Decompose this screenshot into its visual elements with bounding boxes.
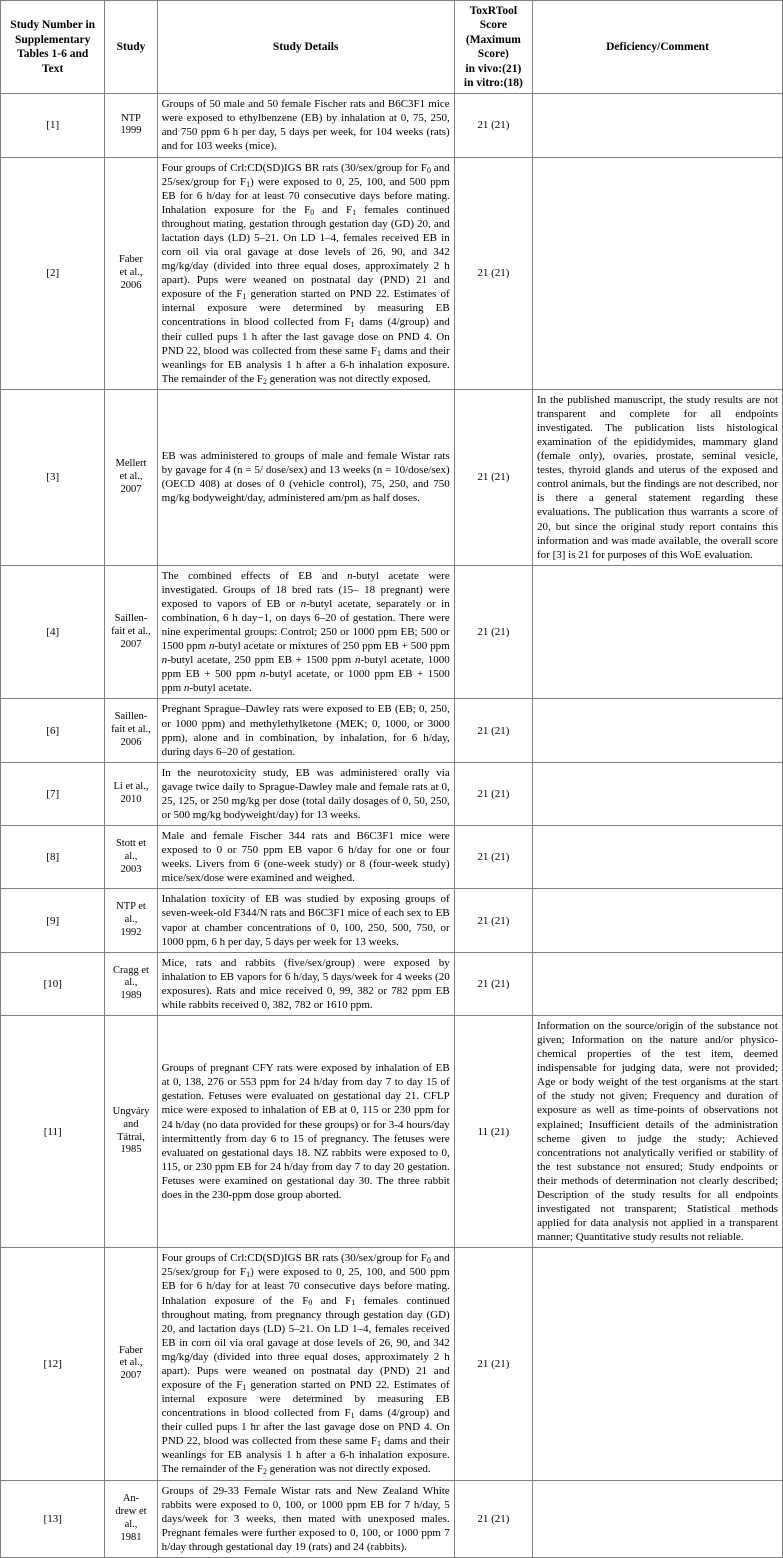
study-citation-line: 1992: [120, 926, 142, 938]
table-row: [1, 389, 783, 565]
cell-study-details: Male and female Fischer 344 rats and B6C3F1 mice were exposed to 0 or 750 ppm EB vapor 6 h/day for one or four weeks. Livers from 6 (one-week study) or 8 (four-week study) mice/sex/dose were examined and weighed.: [157, 826, 454, 889]
cell-toxrtool-score: 21 (21): [454, 889, 532, 952]
cell-toxrtool-score: 21 (21): [454, 762, 532, 825]
cell-deficiency-comment: [533, 762, 783, 825]
cell-study-number: [2]: [1, 157, 105, 389]
column-header-toxrtool-score: [454, 1, 532, 94]
study-citation-line: et al.,: [119, 1357, 143, 1369]
study-citation-line: NTP: [121, 112, 141, 124]
table-row: [1, 952, 783, 1015]
cell-study-number: [8]: [1, 826, 105, 889]
column-header-study-details: Study Details: [157, 1, 454, 94]
table-row: [1, 565, 783, 699]
header-line: in vitro:(18): [463, 76, 523, 89]
study-citation-line: Stott et: [115, 838, 146, 850]
header-line: in vivo:(21): [465, 62, 522, 75]
table-row: [1, 699, 783, 762]
cell-study-citation: [105, 1480, 157, 1557]
study-citation-line: drew et: [115, 1505, 147, 1517]
cell-study-citation: [105, 94, 157, 157]
column-header-study-number: [1, 1, 105, 94]
cell-deficiency-comment: [533, 699, 783, 762]
table-row: [1, 826, 783, 889]
cell-study-details: Groups of 50 male and 50 female Fischer rats and B6C3F1 mice were exposed to ethylbenzene (EB) by inhalation at 0, 75, 250, and 750 ppm 6 h per day, 5 days per week, for 104 weeks (rats) and for 103 weeks (mice).: [157, 94, 454, 157]
table-row: [1, 94, 783, 157]
study-citation-line: al.,: [124, 850, 138, 862]
cell-study-details: In the neurotoxicity study, EB was administered orally via gavage twice daily to Sprague-Dawley male and female rats at 0, 25, 125, or 250 mg/kg per dose (total daily dosages of 0, 50, 250, or 500 mg/kg bodyweight/day) for 13 weeks.: [157, 762, 454, 825]
cell-study-citation: [105, 1016, 157, 1248]
header-line: Supplementary: [14, 33, 91, 46]
cell-study-details: Inhalation toxicity of EB was studied by exposing groups of seven-week-old F344/N rats and B6C3F1 mice of each sex to EB vapor at chamber concentrations of 0, 100, 250, 500, 750, or 1000 ppm, 6 h per day, 5 days per week for 13 weeks.: [157, 889, 454, 952]
header-line: Study Number in: [10, 19, 96, 32]
cell-study-details: EB was administered to groups of male and female Wistar rats by gavage for 4 (n = 5/ dose/sex) and 13 weeks (n = 10/dose/sex) (OECD 408) at doses of 0 (vehicle control), 75, 250, and 750 mg/kg bodyweight/day, administered am/pm as half doses.: [157, 389, 454, 565]
study-citation-line: 1989: [120, 990, 142, 1002]
cell-study-citation: [105, 565, 157, 699]
table-row: [1, 1016, 783, 1248]
cell-toxrtool-score: 21 (21): [454, 699, 532, 762]
cell-toxrtool-score: 21 (21): [454, 1248, 532, 1480]
cell-toxrtool-score: 21 (21): [454, 389, 532, 565]
cell-study-citation: [105, 389, 157, 565]
cell-deficiency-comment: [533, 1248, 783, 1480]
study-citation-line: Saillen-: [114, 612, 148, 624]
study-citation-line: 2006: [120, 279, 142, 291]
table-body: [1, 94, 783, 1558]
study-citation-line: 2007: [120, 1370, 142, 1382]
study-citation-line: al.,: [124, 977, 138, 989]
header-line: ToxRTool: [469, 5, 518, 17]
cell-study-number: [9]: [1, 889, 105, 952]
cell-study-number: [10]: [1, 952, 105, 1015]
study-citation-line: Faber: [119, 253, 143, 265]
study-citation-line: 2007: [120, 483, 142, 495]
cell-toxrtool-score: 21 (21): [454, 826, 532, 889]
cell-study-citation: [105, 826, 157, 889]
column-header-study: Study: [105, 1, 157, 94]
cell-study-citation: [105, 762, 157, 825]
study-citation-line: Saillen-: [114, 711, 148, 723]
cell-deficiency-comment: [533, 94, 783, 157]
cell-toxrtool-score: 21 (21): [454, 952, 532, 1015]
cell-study-number: [11]: [1, 1016, 105, 1248]
cell-study-number: [6]: [1, 699, 105, 762]
study-citation-line: al.,: [124, 1518, 138, 1530]
study-citation-line: 2010: [120, 793, 142, 805]
cell-deficiency-comment: In the published manuscript, the study results are not transparent and complete for all endpoints investigated. The publication lists histological examination of the epididymides, mammary gland (female only), ovaries, prostate, seminal vesicle, testes, thyroid glands and uterus of the exposed and control animals, but the findings are not described, nor is there a general statement regarding these evaluations. The publication thus warrants a score of 20, but since the original study report contains this information and was made available, the overall score for [3] is 21 for purposes of this WoE evaluation.: [533, 389, 783, 565]
study-citation-line: 2007: [120, 638, 142, 650]
cell-study-details: Groups of 29-33 Female Wistar rats and New Zealand White rabbits were exposed to 0, 100, or 1000 ppm EB for 7 h/day, 5 days/week for 3 weeks, then mated with unexposed males. Pregnant females were further exposed to 0, 100, or 1000 ppm 7 h/day through gestational day 19 (rats) and 24 (rabbits).: [157, 1480, 454, 1557]
study-citation-line: fait et al.,: [111, 625, 151, 637]
cell-study-citation: [105, 1248, 157, 1480]
study-citation-line: fait et al.,: [111, 724, 151, 736]
study-citation-line: et al.,: [119, 266, 143, 278]
cell-toxrtool-score: 21 (21): [454, 157, 532, 389]
study-citation-line: Tátrai,: [117, 1131, 145, 1143]
study-citation-line: Faber: [119, 1344, 143, 1356]
cell-deficiency-comment: [533, 952, 783, 1015]
cell-deficiency-comment: [533, 889, 783, 952]
study-citation-line: 1999: [120, 125, 142, 137]
header-line: Text: [42, 62, 64, 75]
table-row: [1, 889, 783, 952]
cell-toxrtool-score: 21 (21): [454, 94, 532, 157]
header-line: Score): [477, 48, 509, 61]
column-header-deficiency-comment: Deficiency/Comment: [533, 1, 783, 94]
study-citation-line: 2003: [120, 863, 142, 875]
table-row: [1, 762, 783, 825]
cell-deficiency-comment: Information on the source/origin of the substance not given; Information on the nature and/or physico-chemical properties of the test item, deemed indispensable for judging data, were not provided; Age or body weight of the test organisms at the start of the study not given; Frequency and duration of exposure as well as time-points of observations not explained; Insufficient details of the administration scheme given to judge the study; Achieved concentrations not analytically verified or stability of the test substance not ensured; Study endpoints or their methods of determination not clearly described; Description of the study results for all endpoints investigated not transparent; Statistical methods applied for data analysis not applied in a transparent manner; Quantitative study results not reliable.: [533, 1016, 783, 1248]
cell-study-citation: [105, 889, 157, 952]
cell-study-citation: [105, 157, 157, 389]
cell-study-details: Pregnant Sprague–Dawley rats were exposed to EB (EB; 0, 250, or 1000 ppm) and methylethylketone (MEK; 0, 1000, or 3000 ppm), alone and in combination, by inhalation, for 6 h/day, during days 6–20 of gestation.: [157, 699, 454, 762]
cell-study-details: Four groups of Crl:CD(SD)IGS BR rats (30/sex/group for $F_0$ and 25/sex/group for $F_1$) were exposed to 0, 25, 100, and 500 ppm EB for 6 h/day for at least 70 consecutive days before mating. Inhalation exposure of the $F_0$ and $F_1$ females continued throughout mating, from pregnancy through gestation day (GD) 20, and lactation days (LD) 5–21. On LD 1–4, females received EB in corn oil via oral gavage at dose levels of 26, 90, and 342 mg/kg/day (divided into three equal doses, approximately 2 h apart). Pups were weaned on postnatal day (PND) 21 and exposure of the $F_1$ generation started on PND 22. Estimates of internal exposure were determined by measuring EB concentrations in blood collected from $F_1$ dams (4/group) and their culled pups 1 hr after the last gavage dose on PND 4. On PND 22, blood was collected from these same $F_1$ dams and their weanlings for EB analysis 1 h after a 6-h inhalation exposure. The remainder of the $F_2$ generation was not directly exposed.: [157, 1248, 454, 1480]
cell-study-number: [13]: [1, 1480, 105, 1557]
table-row: [1, 157, 783, 389]
cell-study-number: [4]: [1, 565, 105, 699]
cell-study-number: [3]: [1, 389, 105, 565]
study-citation-line: Li et al.,: [113, 781, 149, 793]
header-line: (Maximum: [465, 33, 521, 46]
study-citation-line: al.,: [124, 914, 138, 926]
study-citation-line: 2006: [120, 737, 142, 748]
table-header: [1, 1, 783, 94]
cell-toxrtool-score: 21 (21): [454, 1480, 532, 1557]
study-citation-line: Cragg et: [113, 964, 149, 976]
table-row: [1, 1480, 783, 1557]
cell-study-details: The combined effects of EB and n-butyl acetate were investigated. Groups of 18 bred rats (15– 18 pregnant) were exposed to vapors of EB or n-butyl acetate, separately or in combination, 6 h day−1, on days 6–20 of gestation. There were nine experimental groups: Control; 250 or 1000 ppm EB; 500 or 1500 ppm n-butyl acetate or mixtures of 250 ppm EB + 500 ppm n-butyl acetate, 250 ppm EB + 1500 ppm n-butyl acetate, 1000 ppm EB + 500 ppm n-butyl acetate, or 1000 ppm EB + 1500 ppm n-butyl acetate.: [157, 565, 454, 699]
cell-toxrtool-score: 11 (21): [454, 1016, 532, 1248]
cell-study-number: [12]: [1, 1248, 105, 1480]
cell-study-citation: [105, 952, 157, 1015]
cell-study-citation: [105, 699, 157, 762]
cell-study-details: Four groups of Crl:CD(SD)IGS BR rats (30/sex/group for $F_0$ and 25/sex/group for $F_1$) were exposed to 0, 25, 100, and 500 ppm EB for 6 h/day for at least 70 consecutive days before mating. Inhalation exposure for the $F_0$ and $F_1$ females continued throughout mating, gestation through gestation day (GD) 20, and lactation days (LD) 5–21. On LD 1–4, females received EB in corn oil via oral gavage at dose levels of 26, 90, and 342 mg/kg/day (divided into three equal doses, approximately 2 h apart). Pups were weaned on postnatal day (PND) 21 and exposure of the $F_1$ generation started on PND 22. Estimates of internal exposure were determined by measuring EB concentrations in blood collected from $F_1$ dams (4/group) and their culled pups 1 h after the last gavage dose on PND 4. On PND 22, blood was collected from these same $F_1$ dams and their weanlings for EB analysis 1 h after a 6-h inhalation exposure. The remainder of the $F_2$ generation was not directly exposed.: [157, 157, 454, 389]
cell-toxrtool-score: 21 (21): [454, 565, 532, 699]
header-line: Score: [479, 19, 507, 32]
study-citation-line: NTP et: [116, 901, 146, 913]
study-citation-line: 1985: [120, 1144, 142, 1156]
cell-study-number: [7]: [1, 762, 105, 825]
study-citation-line: Mellert: [115, 458, 147, 470]
study-citation-line: and: [123, 1118, 139, 1130]
cell-deficiency-comment: [533, 1480, 783, 1557]
table-row: [1, 1248, 783, 1480]
cell-deficiency-comment: [533, 157, 783, 389]
study-citation-line: et al.,: [119, 470, 143, 482]
table-header-row: [1, 1, 783, 94]
cell-study-details: Groups of pregnant CFY rats were exposed by inhalation of EB at 0, 138, 276 or 553 ppm for 24 h/day from day 7 to day 15 of gestation. Fetuses were evaluated on gestational day 21. CFLP mice were exposed to inhalation of EB at 0, 115 or 230 ppm for 24 h/day (no data provided for these groups) or for 3-4 hours/day intermittently from day 6 to 15 of pregnancy. The fetuses were evaluated on gestational days 18. NZ rabbits were exposed to 0, 115, or 230 ppm EB for 24 h/day from day 7 to day 20 gestation. Fetuses were examined on gestational day 30. The three rabbit does in the 230-ppm dose group aborted.: [157, 1016, 454, 1248]
header-line: Tables 1-6 and: [17, 48, 89, 61]
cell-study-number: [1]: [1, 94, 105, 157]
study-citation-line: Ungváry: [112, 1106, 150, 1118]
study-citation-line: An-: [122, 1493, 140, 1505]
study-citation-line: 1981: [120, 1531, 142, 1543]
cell-deficiency-comment: [533, 565, 783, 699]
cell-study-details: Mice, rats and rabbits (five/sex/group) were exposed by inhalation to EB vapors for 6 h/day, 5 days/week for 4 weeks (20 exposures). Rats and mice received 0, 99, 382 or 782 ppm EB while rabbits received 0, 382, 782 or 1610 ppm.: [157, 952, 454, 1015]
cell-deficiency-comment: [533, 826, 783, 889]
